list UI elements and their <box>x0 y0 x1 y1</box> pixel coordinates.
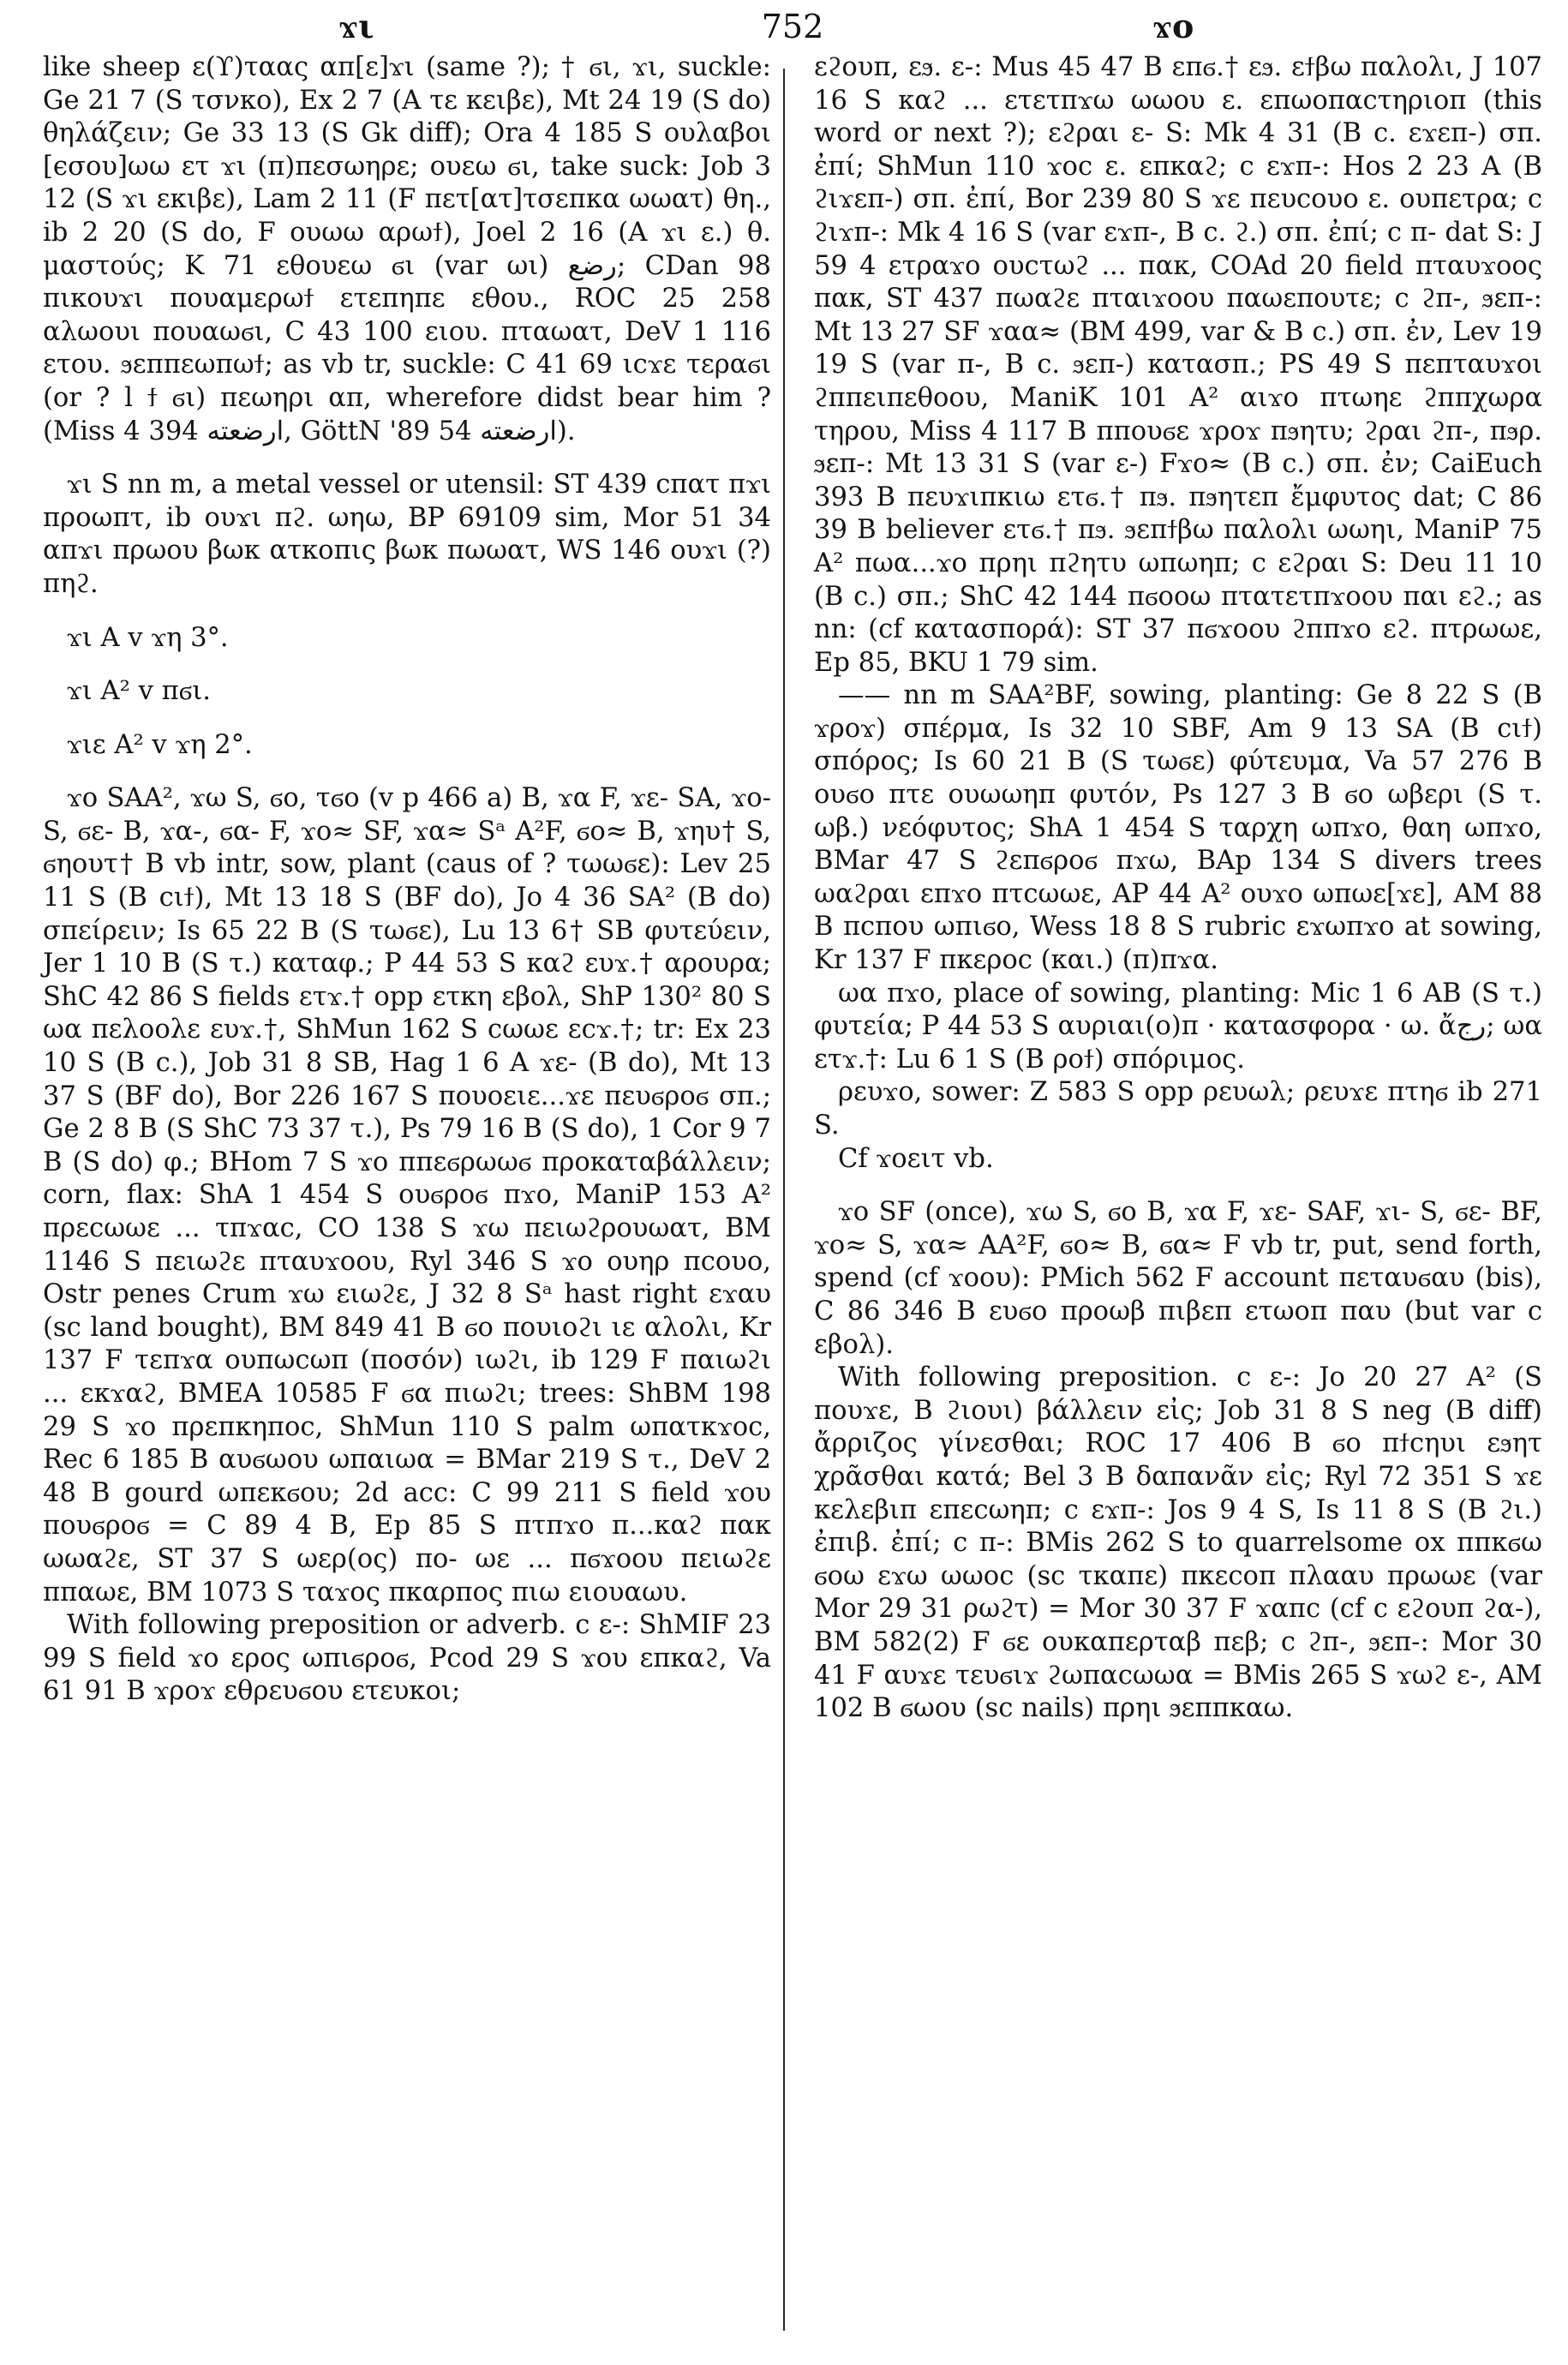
entry-preposition-usage: With following preposition or adverb. c ε-: ShMIF 23 99 S field ϫο ερος ωπιϭροϭ, Pcod 29 S ϫου επκαϩ, Va 61 91 B ϫροϫ εθρευϭου ετευκοι; <box>43 1610 771 1707</box>
entry-place-of-sowing: ωα πϫο, place of sowing, planting: Mic 1 6 AB (S τ.) φυτεία; P 44 53 S αυριαι(ο)π · κατασφορα · ω. ἄرج; ωα ετϫ.†: Lu 6 1 S (B ροϯ) σπόριμος. <box>814 978 1543 1075</box>
left-column <box>43 51 771 1709</box>
entry-continuation-prepositions: εϩουπ, εϧ. ε-: Mus 45 47 B επϭ.† εϧ. εϯβω παλολι, J 107 16 S καϩ ... ετετπϫω ωωου ε. επωοπαcτηριοπ (this word or next ?); εϩραι ε- S: Mk 4 31 (B c. εϫεπ-) σπ. ἐπί; ShMun 110 ϫοc ε. επκαϩ; c εϫπ-: Hos 2 23 A (B ϩιϫεπ-) σπ. ἐπί, Bor 239 80 S ϫε πευcουο ε. ουπετρα; c ϩιϫπ-: Mk 4 16 S (var εϫπ-, B c. ϩ.) σπ. ἐπί; c π- dat S: J 59 4 ετραϫο ουcτωϩ ... πακ, COAd 20 field πταυϫοος πακ, ST 437 πωαϩε πταιϫοου παωεπουτε; c ϩπ-, ϧεπ-: Mt 13 27 SF ϫαα≈ (BM 499, var & B c.) σπ. ἐν, Lev 19 19 S (var π-, B c. ϧεπ-) κατασπ.; PS 49 S πεπταυϫοι ϩππειπεθοου, ManiK 101 A² αιϫο πτωηε ϩππχωρα τηρου, Miss 4 117 B ππουϭε ϫροϫ πϧητυ; ϩραι ϩπ-, πϧρ. ϧεπ-: Mt 13 31 S (var ε-) Fϫο≈ (B c.) σπ. ἐν; CaiEuch 393 B πευϫιπκιω ετϭ.† πϧ. πϧητεπ ἔμφυτος dat; C 86 39 B believer ετϭ.† πϧ. ϧεπϯβω παλολι ωωηι, ManiP 75 A² πωα...ϫο πρηι πϩητυ ωπωηπ; c εϩραι S: Deu 11 10 (B c.) σπ.; ShC 42 144 πϭοοω πτατετπϫοου παι εϩ.; as nn: (cf κατασπορά): ST 37 πϭϫοου ϩππϫο εϩ. πτρωωε, Ep 85, BKU 1 79 sim. <box>814 52 1542 678</box>
entry-put-send-forth: ϫο SF (once), ϫω S, ϭο B, ϫα F, ϫε- SAF, ϫι- S, ϭε- BF, ϫο≈ S, ϫα≈ AA²F, ϭο≈ B, ϭα≈ F vb tr, put, send forth, spend (cf ϫοου): PMich 562 F account πεταυϭαυ (bis), C 86 346 B ευϭο προωβ πιβεπ ετωοπ παυ (but var c εβολ). <box>814 1197 1542 1360</box>
entry-noun-sowing: —— nn m SAA²BF, sowing, planting: Ge 8 22 S (B ϫροϫ) σπέρμα, Is 32 10 SBF, Am 9 13 SA (B cιϯ) σπόρος; Is 60 21 B (S τωϭε) φύτευμα, Va 57 276 B ουϭο πτε ουωωηπ φυτόν, Ps 127 3 B ϭο ωβερι (S τ. ωβ.) νεόφυτος; ShA 1 454 S ταρχη ωπϫο, θαη ωπϫο, BMar 47 S ϩεπϭροϭ πϫω, BAp 134 S divers trees ωαϩραι επϫο πτcωωε, AP 44 A² ουϫο ωπωε[ϫε], AM 88 B πcπου ωπιϭο, Wess 18 8 S rubric εϫωπϫο at sowing, Kr 137 F πκεροc (και.) (π)πϫα. <box>814 680 1542 976</box>
right-column <box>814 51 1542 1726</box>
header-left-headword: ϫι <box>338 7 374 45</box>
column-divider <box>783 69 785 2331</box>
entry-metal-vessel: ϫι S nn m, a metal vessel or utensil: ST 439 cπατ πϫι προωπτ, ib ουϫι πϩ. ωηω, BP 69109 sim, Mor 51 34 απϫι πρωου βωκ ατκοπις βωκ πωωατ, WS 146 ουϫι (?) πηϩ. <box>43 470 771 599</box>
header-right-headword: ϫο <box>1152 7 1194 45</box>
page-number: 752 <box>761 8 824 45</box>
entry-continuation-suckle: like sheep ε(ϒ)ταας απ[ε]ϫι (same ?); † ϭι, ϫι, suckle: Ge 21 7 (S τσνκο), Ex 2 7 (A τε κειβε), Mt 24 19 (S do) θηλάζειν; Ge 33 13 (S Gk diff); Ora 4 185 S ουλαβοι [ϵσου]ωω ετ ϫι (π)πεσωηρε; ουεω ϭι, take suck: Job 3 12 (S ϫι εκιβε), Lam 2 11 (F πετ[ατ]τσεπκα ωωατ) θη., ib 2 20 (S do, F ουωω αρωϯ), Joel 2 16 (A ϫι ε.) θ. μαστούς; K 71 εθουεω ϭι (var ωι) رضع; CDan 98 πικουϫι πουαμερωϯ ετεπηπε εθου., ROC 25 258 αλωουι πουαωϭι, C 43 100 ειου. πταωατ, DeV 1 116 ετου. ϧεππεωπωϯ; as vb tr, suckle: C 41 69 ιcϫε τεραϭι (or ? l ϯ ϭι) πεωηρι απ, wherefore didst bear him ? (Miss 4 394 ارضعته, GöttN '89 54 ارضعته). <box>43 52 771 446</box>
entry-compare: Cf ϫοειτ vb. <box>838 1143 994 1174</box>
entry-sow-plant: ϫο SAA², ϫω S, ϭο, τϭο (v p 466 a) B, ϫα F, ϫε- SA, ϫο- S, ϭε- B, ϫα-, ϭα- F, ϫο≈ SF, ϫα≈ Sᵃ A²F, ϭο≈ B, ϫηυ† S, ϭηουτ† B vb intr, sow, plant (caus of ? τωωϭε): Lev 25 11 S (B cιϯ), Mt 13 18 S (BF do), Jo 4 36 SA² (B do) σπείρειν; Is 65 22 B (S τωϭε), Lu 13 6† SB φυτεύειν, Jer 1 10 B (S τ.) καταφ.; P 44 53 S καϩ ευϫ.† αρουρα; ShC 42 86 S fields ετϫ.† opp ετκη εβολ, ShP 130² 80 S ωα πελοολε ευϫ.†, ShMun 162 S cωωε εcϫ.†; tr: Ex 23 10 S (B c.), Job 31 8 SB, Hag 1 6 A ϫε- (B do), Mt 13 37 S (BF do), Bor 226 167 S πουοειε...ϫε πευϭροϭ σπ.; Ge 2 8 B (S ShC 73 37 τ.), Ps 79 16 B (S do), 1 Cor 9 7 B (S do) φ.; BHom 7 S ϫο ππεϭρωωϭ προκαταβάλλειν; corn, flax: ShA 1 454 S ουϭροϭ πϫο, ManiP 153 A² πρεcωωε ... τπϫαc, CO 138 S ϫω πειωϩρουωατ, BM 1146 S πειωϩε πταυϫοου, Ryl 346 S ϫο ουηρ πcουο, Ostr penes Crum ϫω ειωϩε, J 32 8 Sᵃ hast right εϫαυ (sc land bought), BM 849 41 B ϭο πουιοϩι ιε αλολι, Kr 137 F τεπϫα ουπωcωπ (ποσόν) ιωϩι, ib 129 F παιωϩι ... εκϫαϩ, BMEA 10585 F ϭα πιωϩι; trees: ShBM 198 29 S ϫο πρεπκηποc, ShMun 110 S palm ωπατκϫοc, Rec 6 185 B αυϭωου ωπαιωα = BMar 219 S τ., DeV 2 48 B gourd ωπεκϭου; 2d acc: C 99 211 S field ϫου πουϭροϭ = C 89 4 B, Ep 85 S πτπϫο π...καϩ πακ ωωαϩε, ST 37 S ωερ(ος) πο- ωε ... πϭϫοου πειωϩε ππαωε, BM 1073 S ταϫος πκαρπος πιω ειουαωυ. <box>43 783 771 1608</box>
entry-cross-reference: ϫι A v ϫη 3°. <box>67 622 229 653</box>
entry-cross-reference: ϫιε A² v ϫη 2°. <box>67 729 253 760</box>
entry-cross-reference: ϫι A² v πϭι. <box>67 676 211 707</box>
entry-preposition-usage-2: With following preposition. c ε-: Jo 20 27 A² (S πουϫε, B ϩιουι) βάλλειν εἰς; Job 31 8 S neg (B diff) ἄρριζος γίνεσθαι; ROC 17 406 B ϭο πϯcηυι εϧητ χρᾶσθαι κατά; Bel 3 B δαπανᾶν εἰς; Ryl 72 351 S ϫε κελεβιπ επεcωηπ; c εϫπ-: Jos 9 4 S, Is 11 8 S (B ϩι.) ἐπιβ. ἐπί; c π-: BMis 262 S to quarrelsome ox ππκϭω ϭοω εϫω ωωοc (sc τκαπε) πκεcοπ πλααυ πρωωε (var Mor 29 31 ρωϩτ) = Mor 30 37 F ϫαπc (cf c εϩουπ ϩα-), BM 582(2) F ϭε ουκαπερταβ πεβ; c ϩπ-, ϧεπ-: Mor 30 41 F αυϫε τευϭιϫ ϩωπαcωωα = BMis 265 S ϫωϩ ε-, AM 102 B ϭωου (sc nails) πρηι ϧεππκαω. <box>814 1362 1542 1724</box>
entry-sower: ρευϫο, sower: Z 583 S opp ρευωλ; ρευϫε πτηϭ ib 271 S. <box>814 1077 1542 1141</box>
